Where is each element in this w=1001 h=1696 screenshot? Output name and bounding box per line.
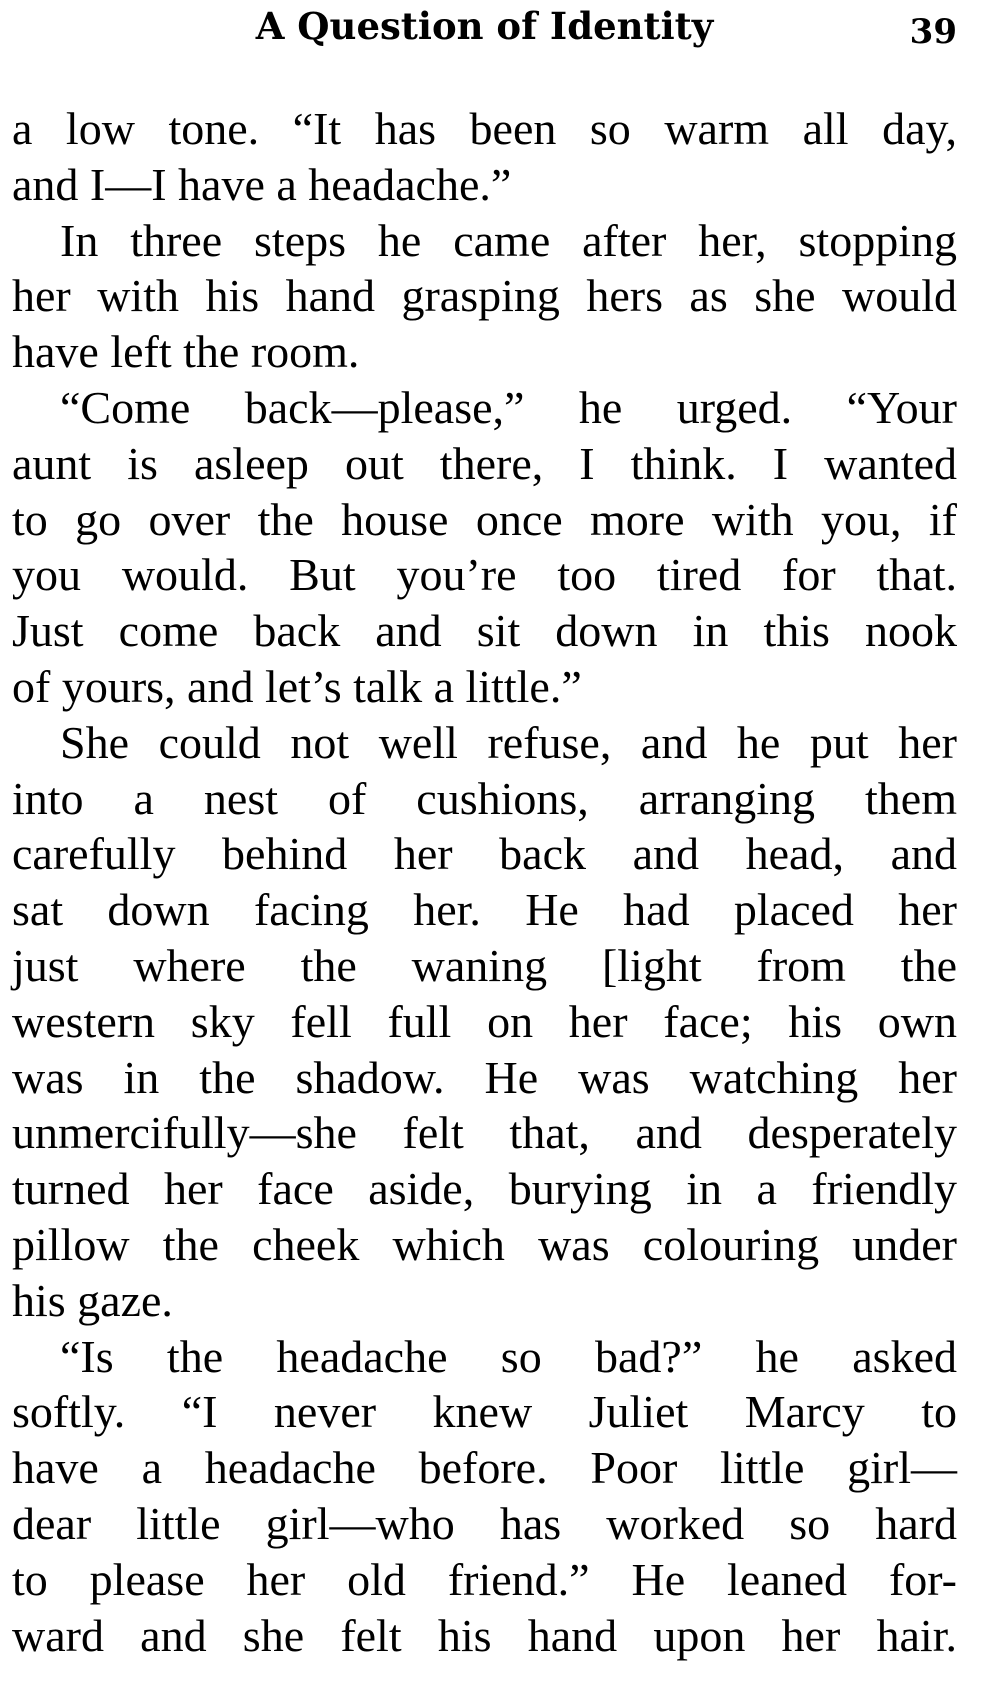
text-line: dear little girl—who has worked so hard [12,1497,957,1549]
text-line: a low tone. “It has been so warm all day, [12,103,957,154]
text-line: aunt is asleep out there, I think. I wanted [12,437,957,489]
text-line: carefully behind her back and head, and [12,828,957,880]
text-line: softly. “I never knew Juliet Marcy to [12,1386,957,1438]
text-line: into a nest of cushions, arranging them [12,772,957,824]
text-line: you would. But you’re too tired for that. [12,549,957,601]
text-line: unmercifully—she felt that, and desperately [12,1107,957,1159]
text-line: to go over the house once more with you, if [12,493,957,545]
text-line: his gaze. [12,1274,173,1326]
text-line: Just come back and sit down in this nook [12,605,957,657]
text-line: ward and she felt his hand upon her hair. [12,1609,957,1661]
text-line: have a headache before. Poor little girl— [12,1442,957,1494]
page-number: 39 [909,12,957,52]
text-line: and I—I have a headache.” [12,158,512,210]
text-line: “Is the headache so bad?” he asked [60,1330,957,1382]
text-line: In three steps he came after her, stopping [60,214,957,266]
text-line: to please her old friend.” He leaned for- [12,1553,957,1605]
text-line: western sky fell full on her face; his own [12,995,957,1047]
text-line: sat down facing her. He had placed her [12,884,957,936]
running-title: A Question of Identity [255,4,714,48]
text-line: “Come back—please,” he urged. “Your [60,381,957,433]
text-line: pillow the cheek which was colouring under [12,1218,957,1270]
text-line: She could not well refuse, and he put her [60,716,957,768]
text-line: have left the room. [12,326,360,378]
text-line: was in the shadow. He was watching her [12,1051,957,1103]
body-text [12,101,957,1663]
text-line: just where the waning [light from the [12,939,957,991]
text-line: turned her face aside, burying in a friendly [12,1163,957,1215]
running-head [12,0,957,60]
text-line: her with his hand grasping hers as she would [12,270,957,322]
text-line: of yours, and let’s talk a little.” [12,660,582,712]
